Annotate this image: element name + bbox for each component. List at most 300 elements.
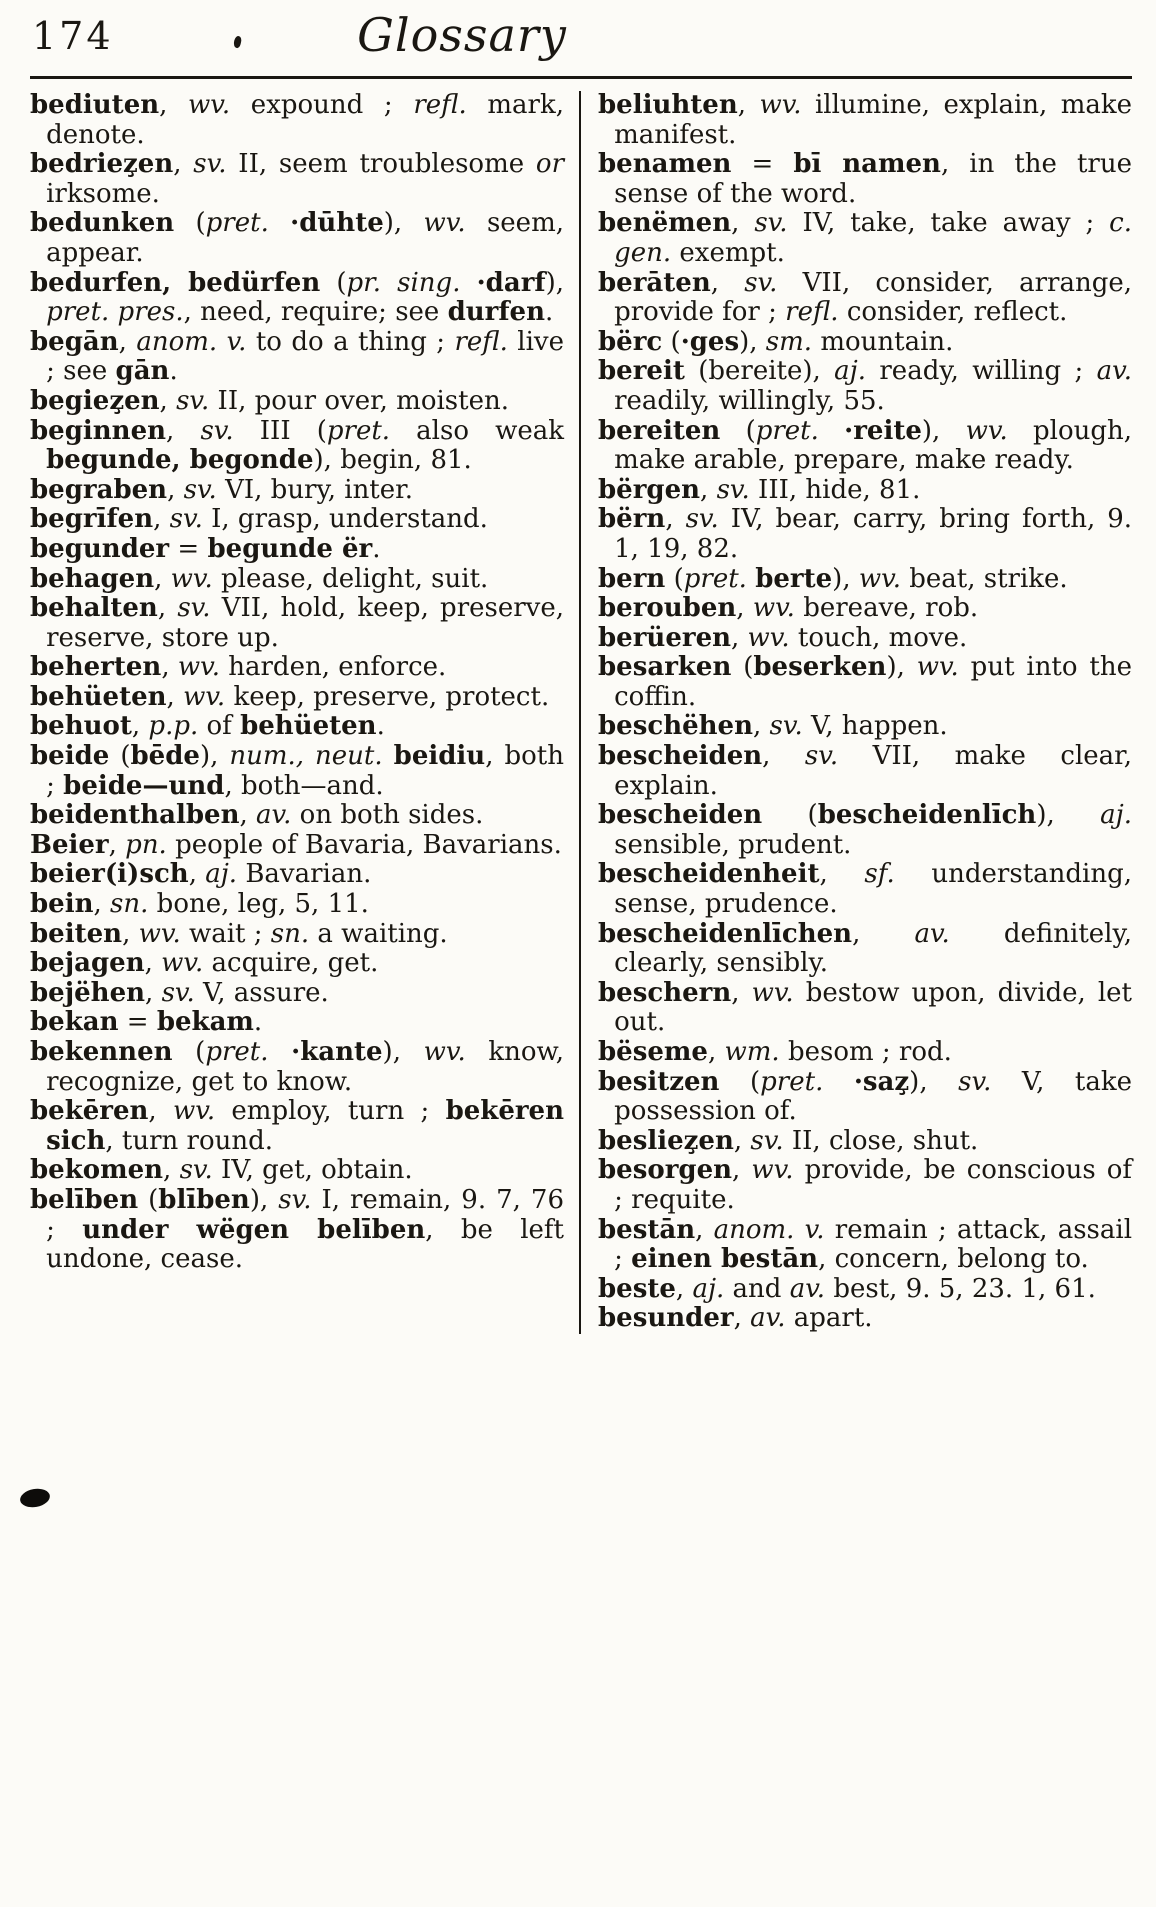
grammar-label: wv. [177,652,220,683]
grammar-label: sv. [179,1155,213,1186]
definition-text: illumine, explain, make manifest. [614,90,1133,150]
glossary-entry [30,269,564,328]
headword: beginnen [30,415,167,446]
definition-text: , [122,918,139,949]
headword: beidenthalben [30,800,240,831]
headword: ·saz̧ [853,1066,910,1097]
definition-text: touch, move. [789,622,968,653]
headword: behalten [30,593,158,624]
headword: bescheiden [598,800,763,831]
definition-text: = [731,149,794,180]
definition-text: . [376,711,385,742]
glossary-entry [598,801,1132,860]
grammar-label: num., neut. [229,741,383,772]
glossary-entry [598,565,1132,595]
headword: bëseme [598,1037,708,1067]
definition-text: , [108,829,126,860]
headword: bereit [598,356,685,387]
definition-text: , [731,622,748,653]
definition-text: , [188,859,206,890]
definition-text: irksome. [46,178,160,209]
definition-text: II, seem troublesome [226,149,536,180]
definition-text: live ; see [46,326,565,387]
grammar-label: pn. [125,829,167,860]
headword: bekan [30,1007,119,1038]
grammar-label: sv. [176,385,210,416]
definition-text: , [731,977,752,1008]
definition-text: , [166,415,201,446]
glossary-entry [598,1068,1132,1127]
definition-text: keep, preserve, protect. [225,681,550,712]
definition-text: bereave, rob. [794,593,979,624]
definition-text: I, remain, 9. 7, 76 ; [46,1184,564,1245]
definition-text: , [118,326,137,357]
grammar-label: c. gen. [614,208,1132,268]
headword: bërgen [598,474,701,505]
grammar-label: wv. [172,1096,216,1127]
glossary-entry [30,594,564,653]
definition-text: ), [199,741,230,772]
definition-text [269,208,290,238]
glossary-entry [30,476,564,506]
grammar-label: sv. [754,208,788,239]
headword: bekennen [30,1037,173,1067]
headword: bedunken [30,208,175,239]
definition-text: , [737,90,760,120]
glossary-entry [30,417,564,476]
glossary-entry [30,920,564,950]
definition-text: definitely, clearly, sensibly. [614,918,1132,979]
headword: bekēren [30,1096,149,1127]
headword: durfen [447,297,546,328]
definition-text: harden, enforce. [219,652,447,683]
definition-text: ), begin, 81. [313,445,472,476]
grammar-label: pr. sing. [346,267,461,298]
headword: berüeren [598,622,732,653]
definition-text: IV, bear, carry, bring forth, 9. 1, 19, 82. [614,504,1132,564]
glossary-entry [598,1156,1132,1215]
glossary-entry [30,1156,564,1186]
headword: besitzen [598,1066,720,1097]
headword: begunder [30,533,170,564]
headword: bekomen [30,1155,164,1186]
definition-text: besom ; rod. [779,1037,952,1067]
definition-text: to do a thing ; [246,326,455,357]
definition-text: exempt. [671,237,785,268]
definition-text: best, 9. 5, 23. 1, 61. [825,1273,1096,1304]
glossary-entry [30,653,564,683]
glossary-entry [30,1038,564,1097]
headword: beserken [753,652,887,683]
headword: berouben [598,593,737,624]
headword: ·darf [476,267,546,298]
definition-text: , be left undone, cease. [46,1214,564,1275]
glossary-entry [598,920,1132,979]
definition-text: , [145,977,162,1008]
grammar-label: sv. [183,474,217,505]
definition-text: ( [720,415,756,446]
definition-text: ( [138,1184,159,1215]
headword: beschern [598,977,732,1008]
definition-text: plough, make arable, prepare, make ready. [614,415,1132,476]
glossary-entry [598,1304,1132,1334]
headword: bërn [598,504,666,535]
glossary-entry [30,860,564,890]
definition-text: seem, appear. [46,208,564,268]
definition-text [747,564,755,594]
definition-text: please, delight, suit. [212,563,489,594]
headword: beier(i)sch [30,859,189,890]
definition-text: of [198,711,241,742]
grammar-label: aj. [205,859,238,890]
ink-speck [233,35,243,48]
headword: bescheidenlīch [817,800,1037,831]
definition-text: put into the coffin. [614,652,1132,712]
glossary-entry [598,505,1132,564]
grammar-label: sv. [744,267,778,298]
grammar-label: wv. [183,681,226,712]
grammar-label: wv. [423,1037,466,1067]
definition-text: , [154,563,171,594]
grammar-label: sv. [193,149,227,180]
grammar-label: wv. [161,948,204,979]
grammar-label: sf. [864,859,895,890]
definition-text: V, take possession of. [614,1066,1132,1127]
grammar-label: av. [256,800,292,831]
definition-text: , [695,1214,714,1245]
glossary-entry [30,742,564,801]
headword: begān [30,326,119,357]
headword: bēde [130,741,200,772]
grammar-label: refl. [785,297,839,328]
definition-text: wait ; [180,918,271,949]
definition-text: people of Bavaria, Bavarians. [166,829,562,860]
headword: bescheidenheit [598,859,820,890]
headword: beschëhen [598,711,753,742]
headword: benamen [598,149,732,180]
glossary-entry [598,357,1132,416]
grammar-label: pret. [760,1066,824,1097]
headword: bescheiden [598,741,763,772]
headword: bī namen [793,149,941,180]
glossary-entry [598,1038,1132,1068]
headword: bejagen [30,948,145,979]
grammar-label: sv. [200,415,234,446]
glossary-entry [598,594,1132,624]
headword: begraben [30,474,168,505]
definition-text: VII, make clear, explain. [614,741,1133,801]
headword: bekam [156,1007,254,1038]
definition-text: ), [249,1184,279,1215]
header-rule [30,76,1132,79]
definition-text: , [163,1155,180,1186]
definition-text: . [545,297,554,328]
grammar-label: refl. [454,326,508,357]
glossary-entry [598,712,1132,742]
headword: beide [30,741,110,772]
definition-text: , [161,652,178,683]
definition-text: , [239,800,257,831]
glossary-entry [30,712,564,742]
definition-text: understanding, sense, prudence. [614,859,1132,920]
definition-text: Bavarian. [237,859,372,890]
headword: blīben [158,1184,250,1215]
grammar-label: sv. [161,977,195,1008]
definition-text: IV, take, take away ; [787,208,1110,239]
glossary-entry [598,328,1132,358]
headword: bërc [598,326,663,357]
definition-text: = [118,1007,157,1038]
glossary-column-left [30,91,579,1334]
headword: bediuten [30,90,160,120]
headword: besorgen [598,1155,733,1186]
page-number: 174 [32,14,114,58]
definition-text: , [819,859,865,890]
glossary-entry [598,209,1132,268]
glossary-entry [30,150,564,209]
definition-text: IV, get, obtain. [212,1155,413,1186]
definition-text: ), [886,652,917,683]
grammar-label: sv. [716,474,750,505]
headword: einen bestān [631,1244,819,1275]
headword: under wëgen belīben [82,1214,426,1245]
grammar-label: wv. [751,1155,794,1186]
definition-text: , [144,948,162,979]
grammar-label: wv. [916,652,959,683]
headword: ·kante [291,1037,383,1067]
glossary-entry [598,979,1132,1038]
grammar-label: pret. [205,1037,269,1067]
definition-text [819,416,844,446]
definition-text: II, pour over, moisten. [209,385,509,416]
glossary-entry [30,979,564,1009]
definition-text: VII, hold, keep, preserve, reserve, store up. [46,593,565,653]
definition-text: V, happen. [802,711,948,742]
grammar-label: sm. [765,326,813,357]
definition-text: , [733,1303,751,1334]
headword: bein [30,889,94,920]
definition-text: II, close, shut. [783,1125,979,1156]
headword: begrīfen [30,504,154,535]
grammar-label: wv. [752,593,795,624]
definition-text: , [131,711,149,742]
glossary-entry [30,1186,564,1275]
headword: begunde, begonde [46,445,314,476]
grammar-label: sv. [750,1125,784,1156]
definition-text: ( [174,208,206,239]
grammar-label: p.p. [148,711,199,742]
glossary-entry [30,949,564,979]
definition-text: ), [909,1066,959,1097]
headword: begunde ër [207,533,373,564]
definition-text: III ( [233,415,327,446]
definition-text: ), [382,1037,424,1067]
definition-text: ), [832,563,859,594]
headword: behüeten [30,681,167,712]
definition-text: (bereite), [684,356,835,387]
definition-text: ( [662,326,681,357]
definition-text: , need, require; see [183,297,448,328]
headword: bedriez̧en [30,149,174,180]
glossary-entry [30,565,564,595]
headword: ·ges [680,326,740,357]
grammar-label: wv. [965,415,1008,446]
definition-text: remain ; attack, assail ; [614,1214,1133,1275]
definition-text: bestow upon, divide, let out. [614,977,1133,1038]
definition-text: expound ; [230,90,414,120]
definition-text: , turn round. [105,1125,274,1156]
glossary-entry [598,860,1132,919]
grammar-label: wv. [170,563,213,594]
definition-text: , [153,504,170,535]
definition-text [269,1037,292,1067]
definition-text: ( [762,800,818,831]
glossary-entry [30,209,564,268]
definition-text: I, grasp, understand. [202,504,488,535]
glossary-columns [30,91,1132,1334]
grammar-label: anom. v. [713,1214,825,1245]
headword: beste [598,1273,676,1304]
definition-text: , [762,741,805,772]
grammar-label: wv. [138,918,181,949]
grammar-label: wm. [724,1037,780,1067]
headword: behuot [30,711,132,742]
glossary-entry [598,1216,1132,1275]
headword: besliez̧en [598,1125,734,1156]
headword: bereiten [598,415,721,446]
definition-text: ( [109,741,131,772]
grammar-label: aj. [834,356,866,387]
definition-text: ( [731,652,754,683]
definition-text: , [148,1096,173,1127]
glossary-column-right [581,91,1132,1334]
definition-text: , [710,267,745,298]
definition-text: ), [383,208,424,239]
definition-text: , [852,918,915,949]
definition-text: ( [320,267,347,298]
definition-text [383,741,394,771]
definition-text: . [169,356,178,387]
definition-text: ( [719,1066,761,1097]
definition-text: , [675,1273,693,1304]
definition-text: , [159,385,177,416]
headword: beliuhten [598,90,738,120]
headword: bestān [598,1214,696,1245]
headword: beherten [30,652,162,683]
definition-text: . [372,533,381,564]
grammar-label: aj. [1100,800,1132,831]
definition-text: , [166,681,184,712]
grammar-label: aj. [692,1273,725,1304]
headword: besunder [598,1303,734,1334]
grammar-label: sv. [685,504,719,535]
definition-text: , [733,1125,751,1156]
definition-text: ( [665,563,684,594]
grammar-label: sv. [804,741,839,772]
definition-text: , [731,208,755,239]
glossary-entry [30,1097,564,1156]
headword: gān [115,356,170,387]
definition-text: ), [921,415,966,446]
headword: belīben [30,1184,139,1215]
definition-text: , [752,711,770,742]
headword: bescheidenlīchen [598,918,853,949]
headword: behagen [30,563,155,594]
definition-text: ), [739,326,766,357]
definition-text: bone, leg, 5, 11. [148,889,369,920]
grammar-label: pret. pres. [46,297,184,328]
headword: berāten [598,267,711,298]
definition-text: , [167,474,184,505]
definition-text: ), [545,267,564,298]
definition-text: , in the true sense of the word. [614,149,1132,209]
definition-text: also weak [390,415,565,446]
headword: begiez̧en [30,385,160,416]
headword: bekēren sich [46,1096,564,1156]
grammar-label: av. [1096,356,1133,387]
headword: benëmen [598,208,732,239]
headword: besarken [598,652,732,683]
definition-text: , both—and. [224,770,384,801]
grammar-label: av. [914,918,950,949]
glossary-entry [598,1275,1132,1305]
page-header [30,8,1132,72]
headword: behüeten [240,711,377,742]
definition-text: ), [1036,800,1101,831]
glossary-entry [30,535,564,565]
definition-text: mark, denote. [46,90,564,150]
headword: berte [755,563,833,594]
definition-text: , [700,474,717,505]
grammar-label: wv. [747,622,790,653]
glossary-entry [598,1127,1132,1157]
definition-text: III, hide, 81. [749,474,921,505]
page-title: Glossary [357,8,567,62]
headword: beiten [30,918,123,949]
glossary-entry [598,91,1132,150]
grammar-label: pret. [326,415,391,446]
headword: Beier [30,829,109,860]
glossary-entry [30,801,564,831]
headword: bejëhen [30,977,146,1008]
glossary-entry [598,269,1132,328]
definition-text: , both ; [46,741,564,801]
grammar-label: sv. [278,1184,312,1215]
grammar-label: refl. [413,90,467,120]
glossary-entry [598,742,1132,801]
glossary-entry [598,653,1132,712]
grammar-label: sn. [270,918,310,949]
definition-text: acquire, get. [203,948,379,979]
glossary-entry [30,1008,564,1038]
glossary-entry [30,890,564,920]
definition-text: , [665,504,686,535]
grammar-label: pret. [205,208,269,239]
definition-text: V, assure. [194,977,329,1008]
definition-text: a waiting. [309,918,448,949]
definition-text: ( [172,1037,206,1067]
definition-text: sensible, prudent. [614,829,852,860]
definition-text: apart. [785,1303,873,1334]
definition-text: consider, reflect. [838,297,1068,328]
definition-text [823,1067,854,1097]
definition-text: ready, willing ; [866,356,1097,387]
definition-text: readily, willingly, 55. [614,385,885,416]
definition-text: provide, be conscious of ; requite. [614,1155,1133,1215]
grammar-label: wv. [423,208,466,239]
grammar-label: sv. [177,593,211,624]
glossary-entry [598,624,1132,654]
